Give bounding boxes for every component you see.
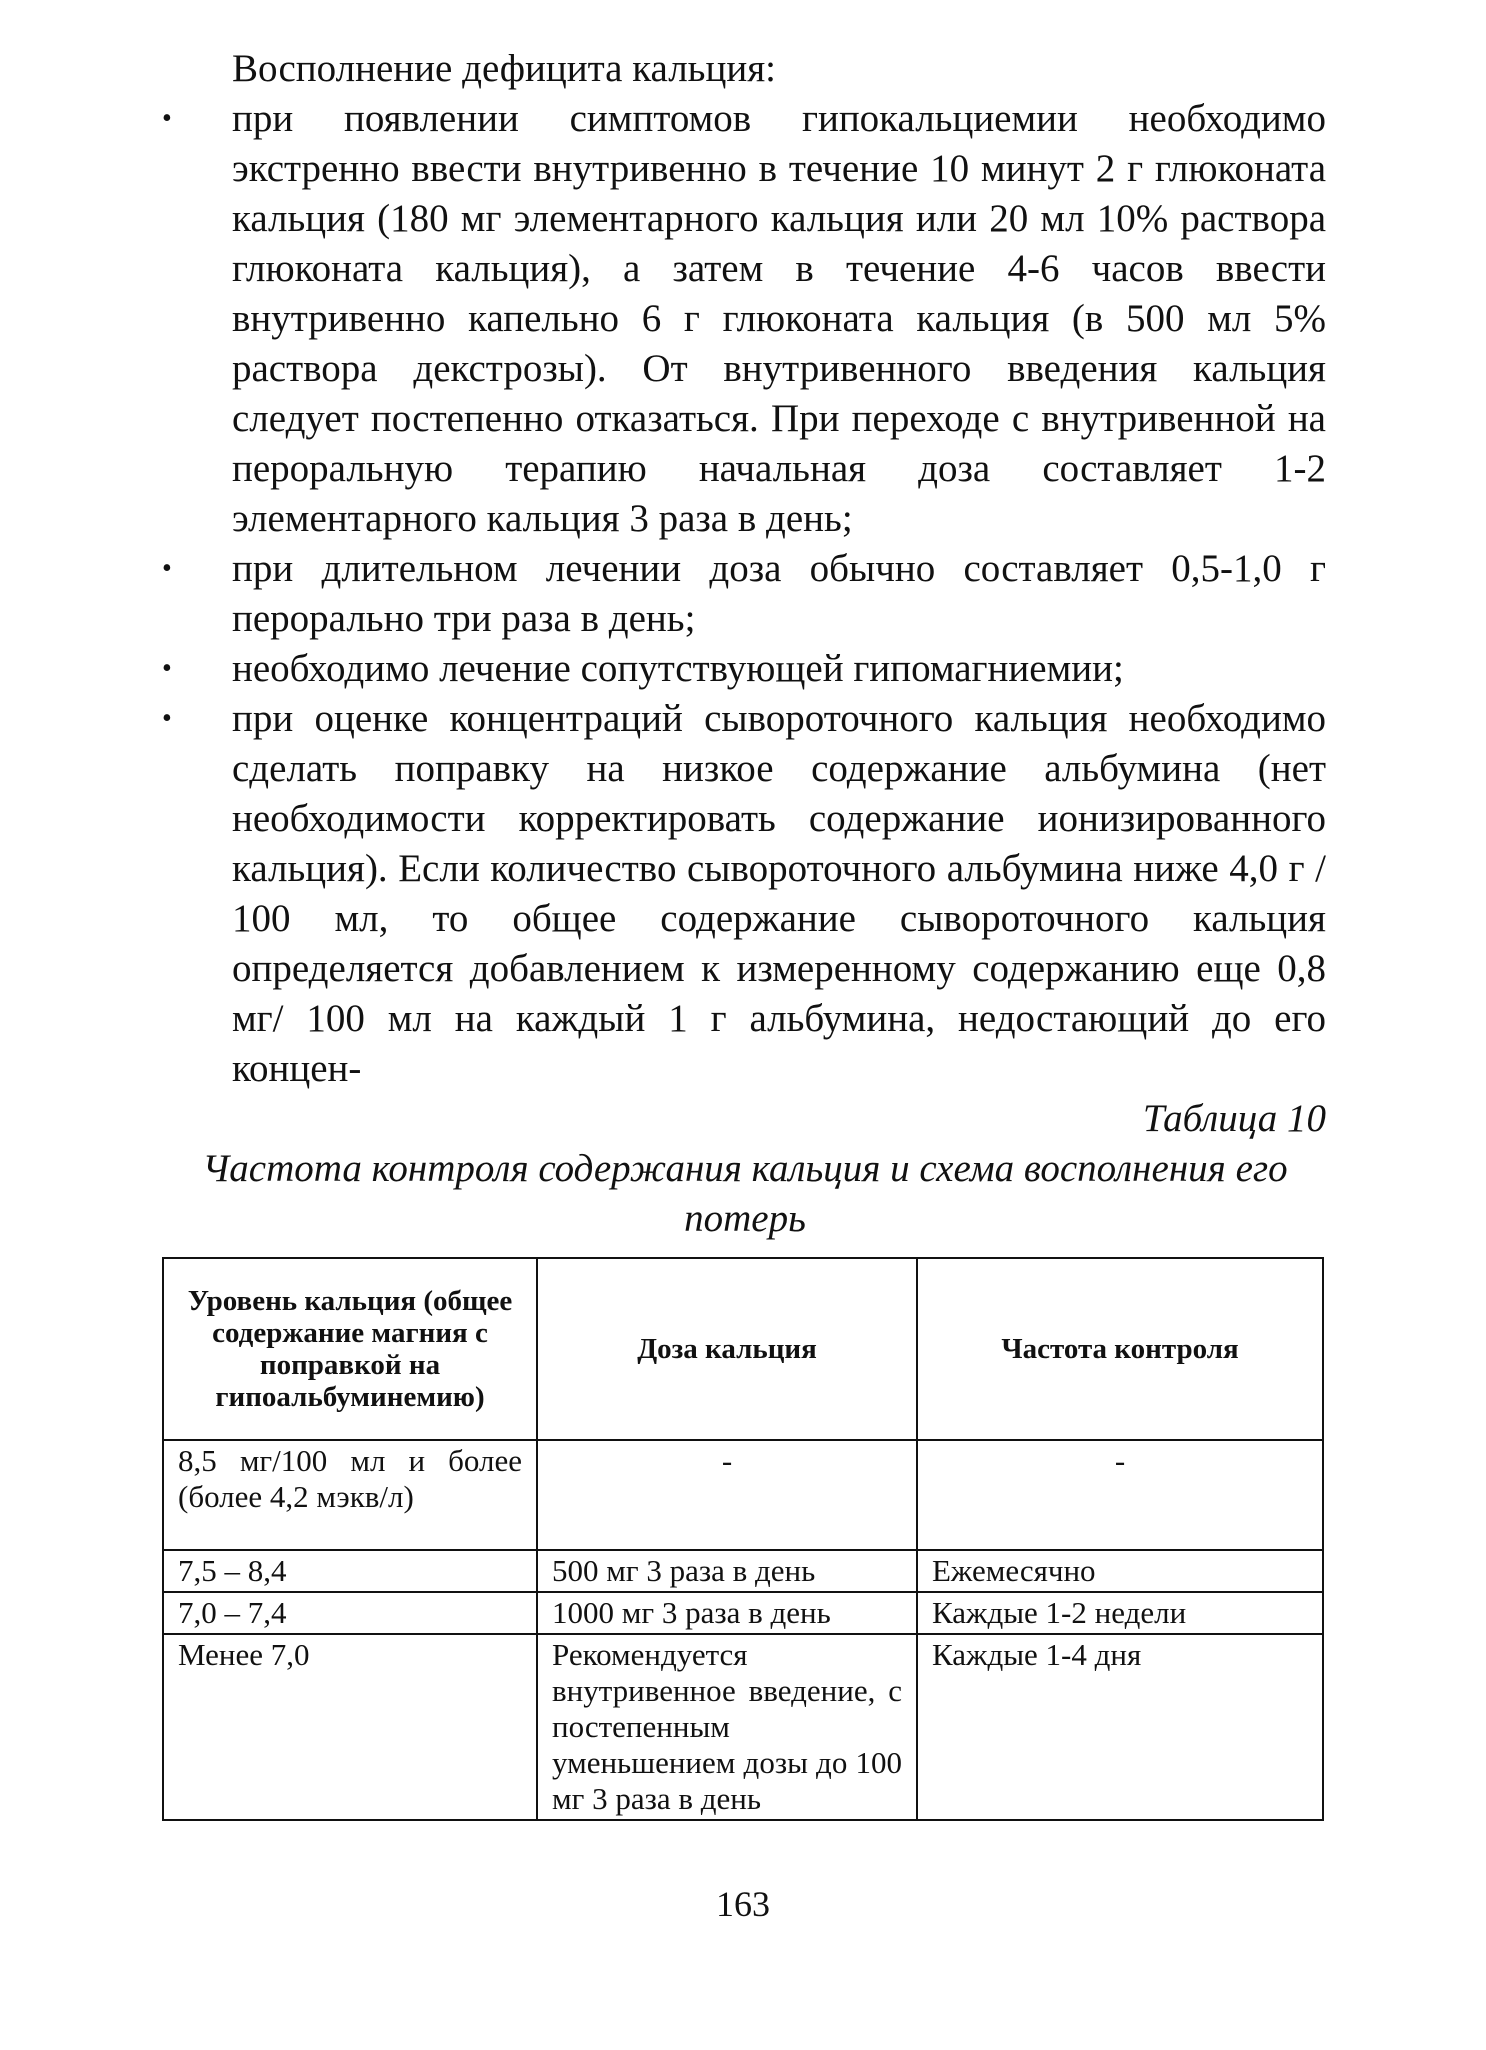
- cell-frequency: Каждые 1-2 недели: [917, 1592, 1323, 1634]
- table-row: [163, 1550, 1323, 1592]
- bullet-icon: •: [162, 553, 172, 584]
- cell-level: Менее 7,0: [163, 1634, 537, 1820]
- bullet-text: необходимо лечение сопутствующей гипомагниемии;: [232, 647, 1124, 690]
- table-number: Таблица 10: [1142, 1097, 1326, 1140]
- cell-dose: 1000 мг 3 раза в день: [537, 1592, 917, 1634]
- header-calcium-level: Уровень кальция (общее содержание магния с поправкой на гипоальбуминемию): [163, 1258, 537, 1440]
- section-heading: Восполнение дефицита кальция:: [232, 47, 776, 90]
- bullet-list: [162, 94, 1326, 1094]
- table-row: [163, 1634, 1323, 1820]
- cell-frequency: Каждые 1-4 дня: [917, 1634, 1323, 1820]
- bullet-item: [162, 644, 1326, 694]
- cell-dose: -: [537, 1440, 917, 1550]
- cell-level: 7,0 – 7,4: [163, 1592, 537, 1634]
- page-number: 163: [716, 1884, 770, 1924]
- header-monitoring-frequency: Частота контроля: [917, 1258, 1323, 1440]
- cell-level: 8,5 мг/100 мл и более (более 4,2 мэкв/л): [163, 1440, 537, 1550]
- body-text: [162, 44, 1326, 1094]
- header-calcium-dose: Доза кальция: [537, 1258, 917, 1440]
- bullet-item: [162, 544, 1326, 644]
- bullet-text: при появлении симптомов гипокальциемии необходимо экстренно ввести внутривенно в течение 10 минут 2 г глюконата кальция (180 мг элементарного кальция или 20 мл 10% раствора глюконата кальция), а затем в течение 4-6 часов ввести внутривенно капельно 6 г глюконата кальция (в 500 мл 5% раствора декстрозы). От внутривенного введения кальция следует постепенно отказаться. При переходе с внутривенной на пероральную терапию начальная доза составляет 1-2 элементарного кальция 3 раза в день;: [232, 97, 1326, 540]
- cell-level: 7,5 – 8,4: [163, 1550, 537, 1592]
- table-row: [163, 1592, 1323, 1634]
- table-row: [163, 1440, 1323, 1550]
- cell-dose: Рекомендуется внутривенное введение, с постепенным уменьшением дозы до 100 мг 3 раза в день: [537, 1634, 917, 1820]
- bullet-text: при оценке концентраций сывороточного кальция необходимо сделать поправку на низкое содержание альбумина (нет необходимости корректировать содержание ионизированного кальция). Если количество сывороточного альбумина ниже 4,0 г / 100 мл, то общее содержание сывороточного кальция определяется добавлением к измеренному содержанию еще 0,8 мг/ 100 мл на каждый 1 г альбумина, недостающий до его концен-: [232, 697, 1326, 1090]
- bullet-item: [162, 694, 1326, 1094]
- table-title: Частота контроля содержания кальция и схема восполнения его потерь: [202, 1147, 1288, 1240]
- table-header-row: [163, 1258, 1323, 1440]
- bullet-icon: •: [162, 103, 172, 134]
- bullet-icon: •: [162, 653, 172, 684]
- cell-dose: 500 мг 3 раза в день: [537, 1550, 917, 1592]
- bullet-item: [162, 94, 1326, 544]
- calcium-table: [162, 1257, 1324, 1821]
- bullet-text: при длительном лечении доза обычно составляет 0,5-1,0 г перорально три раза в день;: [232, 547, 1326, 640]
- cell-frequency: -: [917, 1440, 1323, 1550]
- bullet-icon: •: [162, 703, 172, 734]
- cell-frequency: Ежемесячно: [917, 1550, 1323, 1592]
